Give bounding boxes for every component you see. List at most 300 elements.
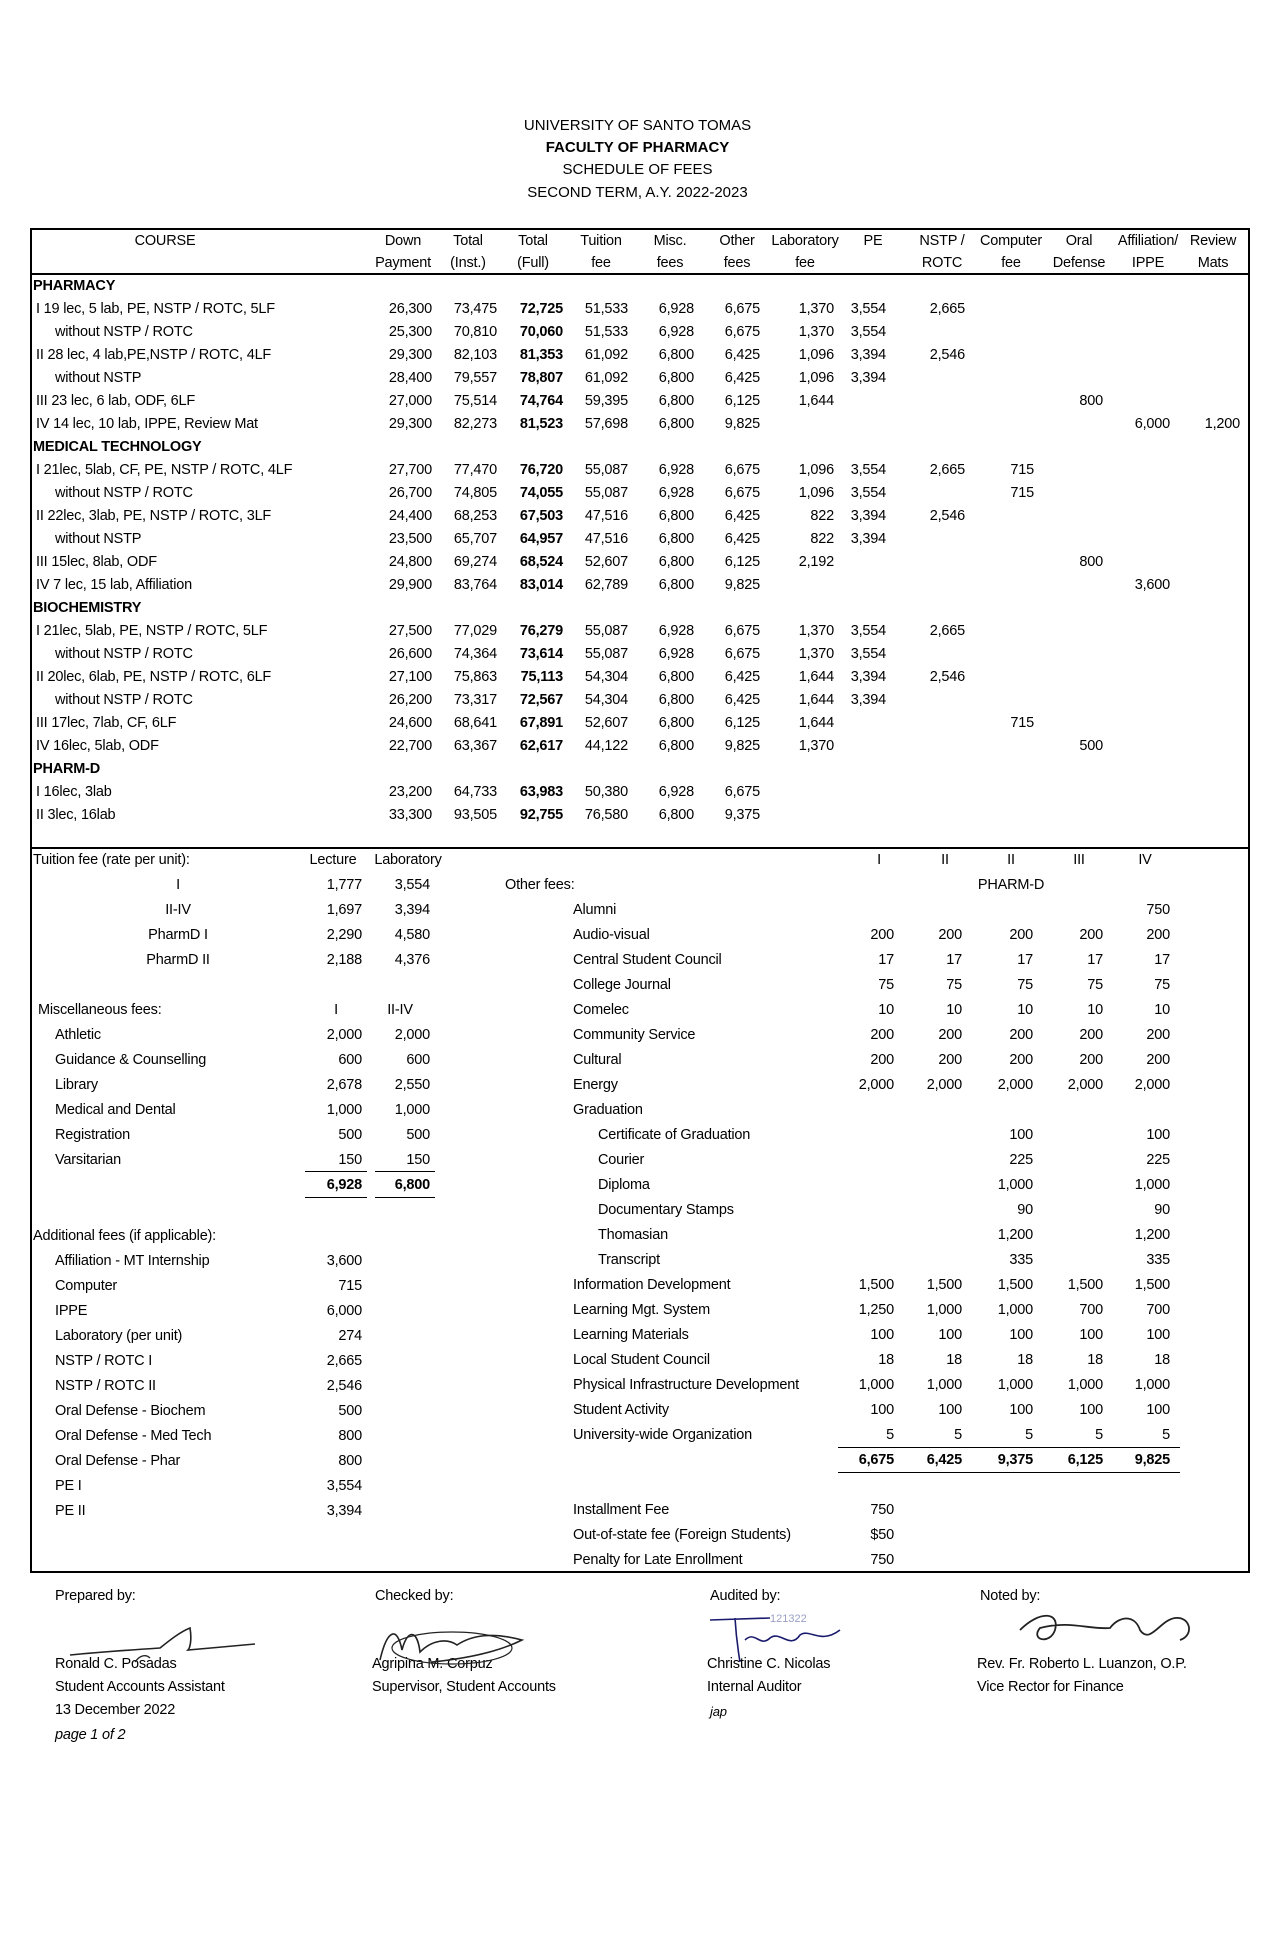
other-fee-value: 100 <box>938 1402 962 1418</box>
course-fee-cell: 63,983 <box>519 784 563 800</box>
misc-total: 6,928 <box>326 1177 362 1193</box>
course-fee-cell: 3,394 <box>850 669 886 685</box>
other-fees-total: 9,375 <box>997 1452 1033 1468</box>
additional-fee-label: Computer <box>55 1278 118 1294</box>
course-fee-cell: 52,607 <box>584 715 628 731</box>
signature-posadas <box>60 1610 260 1670</box>
course-fee-cell: 6,800 <box>658 370 694 386</box>
course-row-label: II 22lec, 3lab, PE, NSTP / ROTC, 3LF <box>36 508 272 524</box>
other-fees-column-header: II <box>941 852 949 868</box>
course-fee-cell: 6,800 <box>658 692 694 708</box>
tuition-year-label: II-IV <box>165 902 191 918</box>
column-header: Other <box>719 233 755 249</box>
other-fee-label: University-wide Organization <box>573 1427 752 1443</box>
course-fee-cell: 715 <box>1010 485 1034 501</box>
course-fee-cell: 81,523 <box>519 416 563 432</box>
course-fee-cell: 24,600 <box>388 715 432 731</box>
course-fee-cell: 27,700 <box>388 462 432 478</box>
course-row-label: IV 14 lec, 10 lab, IPPE, Review Mat <box>36 416 258 432</box>
misc-fee-label: Medical and Dental <box>55 1102 176 1118</box>
misc-fee-label: Guidance & Counselling <box>55 1052 207 1068</box>
course-fee-cell: 82,103 <box>453 347 497 363</box>
signatory-title: Vice Rector for Finance <box>977 1679 1124 1695</box>
course-fee-cell: 6,125 <box>724 715 760 731</box>
course-fee-cell: 2,665 <box>929 462 965 478</box>
course-fee-cell: 3,554 <box>850 485 886 501</box>
misc-fee-value: 500 <box>406 1127 430 1143</box>
course-row-label: without NSTP / ROTC <box>55 692 193 708</box>
course-fee-cell: 2,192 <box>798 554 834 570</box>
course-fee-cell: 6,928 <box>658 485 694 501</box>
course-fee-cell: 6,928 <box>658 623 694 639</box>
course-fee-cell: 2,546 <box>929 347 965 363</box>
other-fee-value: 1,000 <box>997 1377 1033 1393</box>
column-header-sub: fee <box>1001 255 1021 271</box>
program-section-title: MEDICAL TECHNOLOGY <box>33 439 202 455</box>
course-fee-cell: 500 <box>1079 738 1103 754</box>
misc-header-2: II-IV <box>387 1002 413 1018</box>
course-row-label: without NSTP <box>55 531 142 547</box>
additional-fee-value: 3,394 <box>326 1503 362 1519</box>
signatory-name: Agripina M. Corpuz <box>372 1656 493 1672</box>
auditor-initials: jap <box>710 1704 727 1719</box>
course-row-label: I 16lec, 3lab <box>36 784 112 800</box>
faculty-name: FACULTY OF PHARMACY <box>545 139 730 156</box>
course-fee-cell: 9,825 <box>724 577 760 593</box>
course-fee-cell: 6,425 <box>724 692 760 708</box>
other-fees-column-header: III <box>1073 852 1085 868</box>
other-fee-value: 18 <box>1017 1352 1033 1368</box>
other-fee-value: 18 <box>878 1352 894 1368</box>
course-fee-cell: 24,800 <box>388 554 432 570</box>
other-fee-value: 100 <box>870 1402 894 1418</box>
other-fee-value: 10 <box>946 1002 962 1018</box>
other-fee-label: Information Development <box>573 1277 731 1293</box>
course-fee-cell: 2,546 <box>929 669 965 685</box>
extra-fee-label: Penalty for Late Enrollment <box>573 1552 743 1568</box>
signatory-name: Rev. Fr. Roberto L. Luanzon, O.P. <box>977 1656 1187 1672</box>
other-fee-value: 1,000 <box>997 1177 1033 1193</box>
course-fee-cell: 75,863 <box>453 669 497 685</box>
additional-fee-label: Laboratory (per unit) <box>55 1328 183 1344</box>
other-fees-title: Other fees: <box>505 877 575 893</box>
misc-fee-label: Varsitarian <box>55 1152 122 1168</box>
signatory-role: Prepared by: <box>55 1588 136 1604</box>
tuition-lecture-rate: 2,188 <box>326 952 362 968</box>
other-fees-total: 9,825 <box>1134 1452 1170 1468</box>
other-fees-column-header: IV <box>1138 852 1152 868</box>
column-header: Total <box>453 233 483 249</box>
course-fee-cell: 6,800 <box>658 715 694 731</box>
misc-fee-value: 150 <box>406 1152 430 1168</box>
other-fee-label: Community Service <box>573 1027 696 1043</box>
column-header-sub: ROTC <box>921 255 963 271</box>
course-row-label: III 17lec, 7lab, CF, 6LF <box>36 715 177 731</box>
other-fee-value: 700 <box>1146 1302 1170 1318</box>
course-row-label: IV 7 lec, 15 lab, Affiliation <box>36 577 192 593</box>
other-fee-label: Certificate of Graduation <box>598 1127 751 1143</box>
column-header: COURSE <box>134 233 196 249</box>
course-row-label: without NSTP / ROTC <box>55 324 193 340</box>
extra-fee-label: Out-of-state fee (Foreign Students) <box>573 1527 791 1543</box>
column-header: Affiliation/ <box>1117 233 1179 249</box>
course-fee-cell: 77,470 <box>453 462 497 478</box>
course-fee-cell: 79,557 <box>453 370 497 386</box>
other-fees-total: 6,125 <box>1067 1452 1103 1468</box>
other-fee-value: 2,000 <box>1134 1077 1170 1093</box>
course-fee-cell: 24,400 <box>388 508 432 524</box>
other-fee-value: 200 <box>1146 1027 1170 1043</box>
signatory-role: Checked by: <box>375 1588 454 1604</box>
other-fee-value: 100 <box>1009 1127 1033 1143</box>
other-fee-value: 17 <box>878 952 894 968</box>
additional-fee-label: NSTP / ROTC I <box>55 1353 153 1369</box>
column-header-sub: fee <box>795 255 815 271</box>
course-fee-cell: 715 <box>1010 715 1034 731</box>
additional-fee-label: Oral Defense - Med Tech <box>55 1428 212 1444</box>
course-fee-cell: 3,394 <box>850 347 886 363</box>
course-fee-cell: 57,698 <box>584 416 628 432</box>
other-fee-value: 75 <box>946 977 962 993</box>
course-fee-cell: 51,533 <box>584 324 628 340</box>
column-header-sub: IPPE <box>1131 255 1165 271</box>
course-fee-cell: 29,900 <box>388 577 432 593</box>
column-header: Down <box>384 233 422 249</box>
page-number: page 1 of 2 <box>55 1727 126 1743</box>
course-fee-cell: 1,096 <box>798 347 834 363</box>
course-fee-cell: 68,641 <box>453 715 497 731</box>
other-fee-value: 18 <box>946 1352 962 1368</box>
additional-fee-value: 3,600 <box>326 1253 362 1269</box>
course-fee-cell: 2,665 <box>929 301 965 317</box>
course-fee-cell: 62,617 <box>519 738 563 754</box>
signatory-role: Audited by: <box>710 1588 781 1604</box>
signature-luanzon <box>1010 1600 1210 1660</box>
other-fee-value: 1,000 <box>1134 1177 1170 1193</box>
other-fee-label: Documentary Stamps <box>598 1202 734 1218</box>
other-fee-value: 75 <box>1087 977 1103 993</box>
other-fee-value: 10 <box>1087 1002 1103 1018</box>
course-fee-cell: 67,891 <box>519 715 563 731</box>
course-fee-cell: 74,364 <box>453 646 497 662</box>
column-header: Laboratory <box>771 233 839 249</box>
other-fee-label: College Journal <box>573 977 671 993</box>
other-fee-value: 200 <box>870 1027 894 1043</box>
other-fee-value: 1,200 <box>997 1227 1033 1243</box>
course-fee-cell: 44,122 <box>584 738 628 754</box>
signatory-title: Student Accounts Assistant <box>55 1679 225 1695</box>
course-fee-cell: 72,567 <box>519 692 563 708</box>
course-fee-cell: 6,675 <box>724 485 760 501</box>
other-fee-value: 18 <box>1154 1352 1170 1368</box>
course-fee-cell: 55,087 <box>584 485 628 501</box>
other-fee-value: 1,250 <box>858 1302 894 1318</box>
course-fee-cell: 3,394 <box>850 531 886 547</box>
course-fee-cell: 74,805 <box>453 485 497 501</box>
tuition-year-label: PharmD I <box>148 927 208 943</box>
other-fee-value: 100 <box>1146 1127 1170 1143</box>
column-header: Review <box>1189 233 1237 249</box>
other-fee-value: 2,000 <box>926 1077 962 1093</box>
course-fee-cell: 6,800 <box>658 393 694 409</box>
course-fee-cell: 6,800 <box>658 577 694 593</box>
course-fee-cell: 55,087 <box>584 623 628 639</box>
other-fee-value: 2,000 <box>997 1077 1033 1093</box>
course-fee-cell: 6,928 <box>658 324 694 340</box>
signatory-title: Supervisor, Student Accounts <box>372 1679 556 1695</box>
other-fees-total-rule <box>838 1447 1180 1448</box>
course-fee-cell: 9,375 <box>724 807 760 823</box>
course-fee-cell: 25,300 <box>388 324 432 340</box>
course-fee-cell: 800 <box>1079 393 1103 409</box>
course-fee-cell: 3,554 <box>850 324 886 340</box>
section-divider <box>31 847 1249 849</box>
course-fee-cell: 77,029 <box>453 623 497 639</box>
column-header-sub: Defense <box>1052 255 1106 271</box>
course-fee-cell: 822 <box>810 508 834 524</box>
tuition-lab-rate: 4,376 <box>394 952 430 968</box>
course-fee-cell: 28,400 <box>388 370 432 386</box>
other-fee-value: 1,500 <box>997 1277 1033 1293</box>
extra-fee-value: 750 <box>870 1552 894 1568</box>
other-fee-label: Student Activity <box>573 1402 669 1418</box>
course-fee-cell: 6,800 <box>658 531 694 547</box>
misc-fee-label: Library <box>55 1077 98 1093</box>
course-row-label: without NSTP <box>55 370 142 386</box>
course-fee-cell: 63,367 <box>453 738 497 754</box>
misc-total-rule <box>375 1171 435 1172</box>
course-fee-cell: 81,353 <box>519 347 563 363</box>
column-header: Tuition <box>580 233 622 249</box>
course-fee-cell: 70,810 <box>453 324 497 340</box>
other-fee-value: 200 <box>870 927 894 943</box>
misc-header-1: I <box>334 1002 338 1018</box>
additional-fee-value: 500 <box>338 1403 362 1419</box>
other-fee-value: 90 <box>1154 1202 1170 1218</box>
course-fee-cell: 74,055 <box>519 485 563 501</box>
column-header-sub: Payment <box>375 255 431 271</box>
other-fee-value: 100 <box>1079 1402 1103 1418</box>
course-row-label: without NSTP / ROTC <box>55 646 193 662</box>
additional-fee-label: PE II <box>55 1503 86 1519</box>
course-fee-cell: 3,394 <box>850 508 886 524</box>
column-header-sub: (Full) <box>517 255 549 271</box>
course-fee-cell: 9,825 <box>724 738 760 754</box>
course-fee-cell: 65,707 <box>453 531 497 547</box>
other-fee-value: 1,000 <box>858 1377 894 1393</box>
column-header: Misc. <box>653 233 687 249</box>
course-fee-cell: 6,800 <box>658 669 694 685</box>
course-row-label: III 23 lec, 6 lab, ODF, 6LF <box>36 393 196 409</box>
other-fee-label: Learning Mgt. System <box>573 1302 711 1318</box>
other-fee-value: 100 <box>1009 1402 1033 1418</box>
column-header: Computer <box>979 233 1043 249</box>
tuition-year-label: PharmD II <box>146 952 210 968</box>
column-header-sub: Mats <box>1197 255 1229 271</box>
course-fee-cell: 76,720 <box>519 462 563 478</box>
course-row-label: II 20lec, 6lab, PE, NSTP / ROTC, 6LF <box>36 669 272 685</box>
course-fee-cell: 26,200 <box>388 692 432 708</box>
other-fee-value: 90 <box>1017 1202 1033 1218</box>
other-fee-value: 1,000 <box>997 1302 1033 1318</box>
course-fee-cell: 83,764 <box>453 577 497 593</box>
course-fee-cell: 83,014 <box>519 577 563 593</box>
misc-total-double-rule <box>375 1197 435 1198</box>
course-fee-cell: 1,370 <box>798 324 834 340</box>
other-fee-value: 200 <box>938 1027 962 1043</box>
additional-fee-value: 3,554 <box>326 1478 362 1494</box>
course-fee-cell: 1,644 <box>798 715 834 731</box>
course-fee-cell: 6,800 <box>658 347 694 363</box>
course-fee-cell: 27,500 <box>388 623 432 639</box>
course-fee-cell: 6,425 <box>724 531 760 547</box>
course-fee-cell: 6,800 <box>658 416 694 432</box>
course-fee-cell: 1,370 <box>798 738 834 754</box>
other-fee-value: 100 <box>1079 1327 1103 1343</box>
other-fee-value: 1,200 <box>1134 1227 1170 1243</box>
course-fee-cell: 6,125 <box>724 554 760 570</box>
other-fee-label: Audio-visual <box>573 927 650 943</box>
course-fee-cell: 6,425 <box>724 669 760 685</box>
other-fee-label: Transcript <box>598 1252 660 1268</box>
course-fee-cell: 822 <box>810 531 834 547</box>
other-fee-value: 200 <box>1009 1027 1033 1043</box>
course-fee-cell: 73,614 <box>519 646 563 662</box>
other-fee-value: 17 <box>1154 952 1170 968</box>
other-fee-label: Thomasian <box>598 1227 668 1243</box>
course-fee-cell: 62,789 <box>584 577 628 593</box>
other-fee-value: 100 <box>1146 1402 1170 1418</box>
course-fee-cell: 67,503 <box>519 508 563 524</box>
signatory-name: Christine C. Nicolas <box>707 1656 831 1672</box>
course-fee-cell: 26,700 <box>388 485 432 501</box>
misc-total-rule <box>305 1171 367 1172</box>
course-fee-cell: 3,554 <box>850 301 886 317</box>
course-fee-cell: 1,370 <box>798 623 834 639</box>
other-fee-value: 75 <box>1154 977 1170 993</box>
course-fee-cell: 1,644 <box>798 393 834 409</box>
course-fee-cell: 33,300 <box>388 807 432 823</box>
course-fee-cell: 1,644 <box>798 669 834 685</box>
additional-fee-value: 2,546 <box>326 1378 362 1394</box>
program-section-title: BIOCHEMISTRY <box>33 600 142 616</box>
course-fee-cell: 70,060 <box>519 324 563 340</box>
other-fee-value: 18 <box>1087 1352 1103 1368</box>
other-fee-label: Comelec <box>573 1002 629 1018</box>
other-fee-value: 335 <box>1146 1252 1170 1268</box>
course-fee-cell: 75,113 <box>520 669 563 685</box>
course-fee-cell: 68,253 <box>453 508 497 524</box>
course-fee-cell: 93,505 <box>453 807 497 823</box>
other-fee-value: 1,000 <box>1067 1377 1103 1393</box>
course-fee-cell: 1,096 <box>798 462 834 478</box>
course-fee-cell: 6,928 <box>658 784 694 800</box>
course-fee-cell: 26,300 <box>388 301 432 317</box>
course-fee-cell: 2,665 <box>929 623 965 639</box>
other-fee-value: 200 <box>1146 1052 1170 1068</box>
course-fee-cell: 6,425 <box>724 508 760 524</box>
other-fee-value: 5 <box>954 1427 962 1443</box>
extra-fee-value: $50 <box>870 1527 894 1543</box>
other-fee-value: 750 <box>1146 902 1170 918</box>
other-fees-column-header: I <box>877 852 881 868</box>
course-fee-cell: 64,733 <box>453 784 497 800</box>
column-header-sub: fees <box>723 255 751 271</box>
course-fee-cell: 27,000 <box>388 393 432 409</box>
other-fee-value: 1,500 <box>1134 1277 1170 1293</box>
course-fee-cell: 61,092 <box>584 370 628 386</box>
other-fee-label: Cultural <box>573 1052 622 1068</box>
header-divider <box>31 273 1249 275</box>
course-fee-cell: 78,807 <box>519 370 563 386</box>
other-fee-value: 1,500 <box>1067 1277 1103 1293</box>
tuition-header-lecture: Lecture <box>309 852 357 868</box>
course-fee-cell: 6,800 <box>658 807 694 823</box>
other-fees-subheader: PHARM-D <box>977 877 1045 893</box>
other-fee-value: 17 <box>946 952 962 968</box>
misc-fee-value: 2,000 <box>394 1027 430 1043</box>
term-label: SECOND TERM, A.Y. 2022-2023 <box>527 184 748 201</box>
course-fee-cell: 47,516 <box>584 508 628 524</box>
misc-fee-value: 1,000 <box>326 1102 362 1118</box>
other-fee-value: 5 <box>886 1427 894 1443</box>
signatory-name: Ronald C. Posadas <box>55 1656 177 1672</box>
additional-fee-value: 800 <box>338 1453 362 1469</box>
course-fee-cell: 3,600 <box>1134 577 1170 593</box>
course-fee-cell: 76,279 <box>519 623 563 639</box>
course-fee-cell: 9,825 <box>724 416 760 432</box>
misc-fee-value: 600 <box>406 1052 430 1068</box>
misc-fee-value: 2,000 <box>326 1027 362 1043</box>
course-row-label: I 21lec, 5lab, PE, NSTP / ROTC, 5LF <box>36 623 268 639</box>
course-fee-cell: 64,957 <box>519 531 563 547</box>
other-fee-label: Learning Materials <box>573 1327 689 1343</box>
other-fee-value: 200 <box>1079 1027 1103 1043</box>
other-fee-value: 2,000 <box>1067 1077 1103 1093</box>
course-row-label: I 19 lec, 5 lab, PE, NSTP / ROTC, 5LF <box>36 301 275 317</box>
other-fee-value: 10 <box>878 1002 894 1018</box>
additional-fee-value: 800 <box>338 1428 362 1444</box>
other-fee-value: 10 <box>1154 1002 1170 1018</box>
course-fee-cell: 50,380 <box>584 784 628 800</box>
course-fee-cell: 3,554 <box>850 646 886 662</box>
course-fee-cell: 23,500 <box>388 531 432 547</box>
course-fee-cell: 6,125 <box>724 393 760 409</box>
course-row-label: without NSTP / ROTC <box>55 485 193 501</box>
misc-total-double-rule <box>305 1197 367 1198</box>
additional-fee-value: 6,000 <box>326 1303 362 1319</box>
course-fee-cell: 68,524 <box>519 554 563 570</box>
other-fee-value: 5 <box>1162 1427 1170 1443</box>
course-fee-cell: 54,304 <box>584 669 628 685</box>
course-fee-cell: 6,675 <box>724 324 760 340</box>
other-fee-value: 200 <box>1009 1052 1033 1068</box>
other-fee-value: 5 <box>1095 1427 1103 1443</box>
course-fee-cell: 54,304 <box>584 692 628 708</box>
course-row-label: I 21lec, 5lab, CF, PE, NSTP / ROTC, 4LF <box>36 462 293 478</box>
additional-fee-label: Oral Defense - Phar <box>55 1453 181 1469</box>
other-fee-value: 5 <box>1025 1427 1033 1443</box>
other-fee-value: 100 <box>938 1327 962 1343</box>
course-fee-cell: 55,087 <box>584 646 628 662</box>
audit-stamp-text: 121322 <box>770 1613 807 1625</box>
column-header-sub: (Inst.) <box>450 255 486 271</box>
other-fee-label: Diploma <box>598 1177 650 1193</box>
course-fee-cell: 3,394 <box>850 370 886 386</box>
other-fee-value: 335 <box>1009 1252 1033 1268</box>
course-fee-cell: 6,425 <box>724 347 760 363</box>
tuition-lecture-rate: 2,290 <box>326 927 362 943</box>
